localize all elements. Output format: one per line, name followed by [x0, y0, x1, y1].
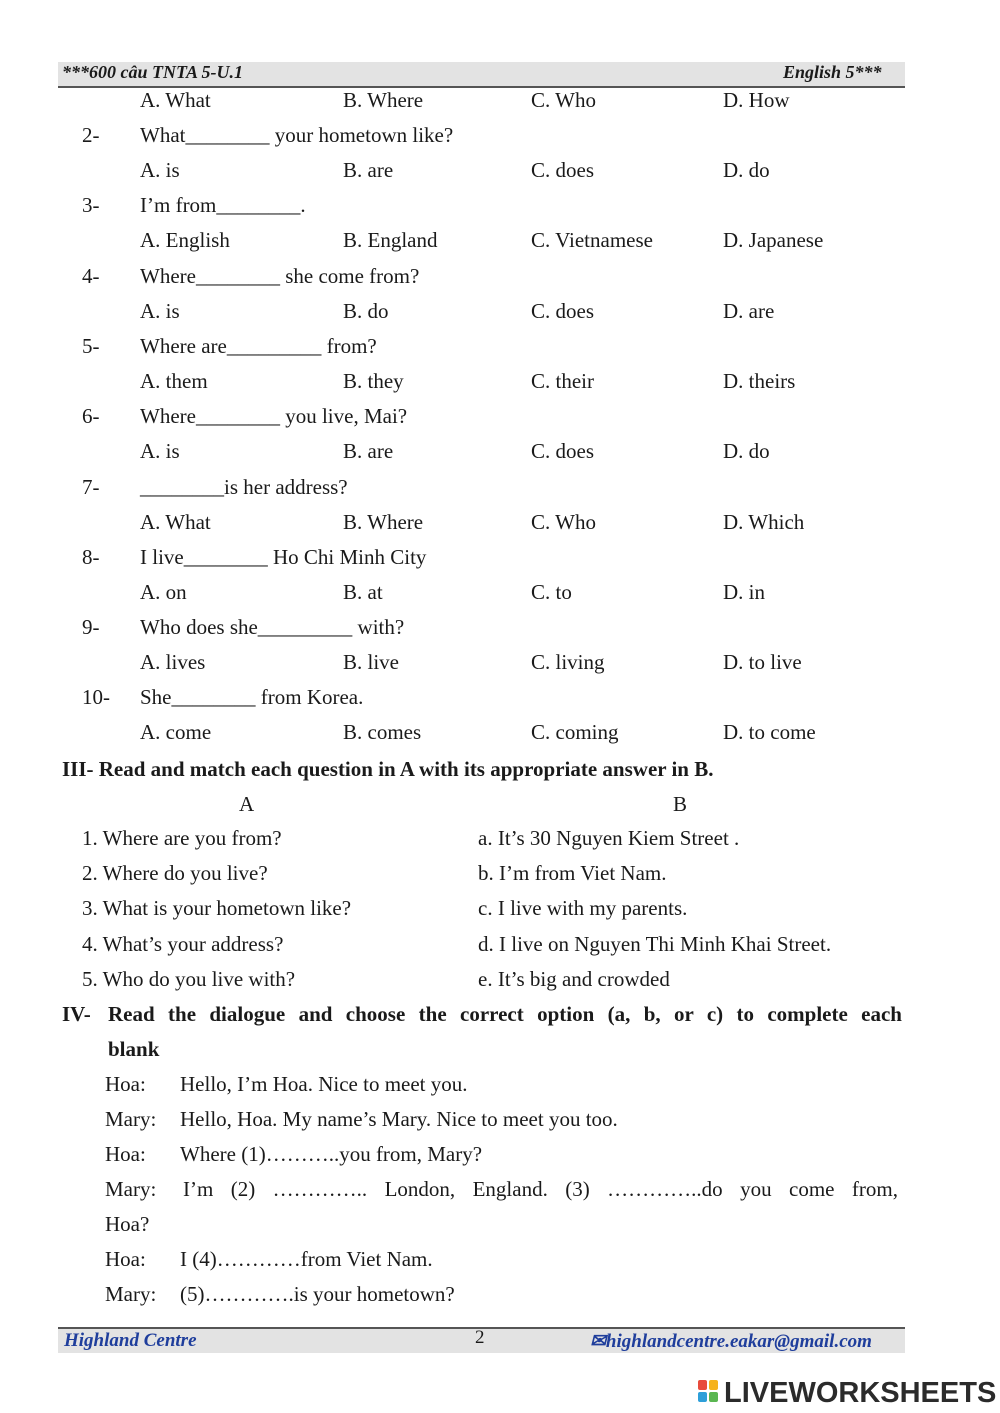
dialogue-speaker: Hoa: — [105, 1142, 146, 1166]
section-3-title: III- Read and match each question in A with its appropriate answer in B. — [62, 757, 714, 781]
option: A. What — [140, 88, 211, 112]
dialogue-speaker: Mary: — [105, 1282, 157, 1306]
dialogue-speaker: Hoa: — [105, 1072, 146, 1096]
header-left-title: ***600 câu TNTA 5-U.1 — [62, 62, 244, 82]
match-answer: e. It’s big and crowded — [478, 967, 670, 991]
dialogue-line: (5)………….is your hometown? — [180, 1282, 455, 1306]
footer-email[interactable]: highlandcentre.eakar@gmail.com — [605, 1331, 872, 1352]
option: B. at — [343, 580, 383, 604]
option: D. theirs — [723, 369, 796, 393]
question-number: 4- — [82, 264, 100, 288]
column-b-heading: B — [673, 792, 688, 816]
match-answer: b. I’m from Viet Nam. — [478, 861, 667, 885]
option: D. Which — [723, 510, 805, 534]
page-number: 2 — [475, 1327, 485, 1348]
section-4-label: IV- — [62, 1002, 91, 1026]
question-text: Where________ she come from? — [140, 264, 420, 288]
question-number: 3- — [82, 193, 100, 217]
match-answer: c. I live with my parents. — [478, 896, 688, 920]
question-text: Where________ you live, Mai? — [140, 404, 408, 428]
option: B. are — [343, 439, 394, 463]
match-question: 2. Where do you live? — [82, 861, 268, 885]
option: C. their — [531, 369, 594, 393]
footer-centre-name: Highland Centre — [64, 1330, 197, 1351]
match-question: 3. What is your hometown like? — [82, 896, 352, 920]
option: C. does — [531, 299, 594, 323]
option: D. to live — [723, 650, 802, 674]
option: B. Where — [343, 88, 424, 112]
option: B. they — [343, 369, 404, 393]
option: B. are — [343, 158, 394, 182]
section-4-title-continued: blank — [108, 1037, 160, 1061]
question-text: Where are_________ from? — [140, 334, 377, 358]
option: C. Vietnamese — [531, 228, 653, 252]
question-text: She________ from Korea. — [140, 685, 364, 709]
question-number: 5- — [82, 334, 100, 358]
dialogue-speaker: Mary: — [105, 1107, 157, 1131]
question-number: 9- — [82, 615, 100, 639]
option: D. do — [723, 158, 770, 182]
option: D. in — [723, 580, 765, 604]
dialogue-line: Hello, Hoa. My name’s Mary. Nice to meet you too. — [180, 1107, 618, 1131]
option: C. coming — [531, 720, 619, 744]
option: D. are — [723, 299, 775, 323]
option: C. does — [531, 158, 594, 182]
dialogue-line: Where (1)………..you from, Mary? — [180, 1142, 483, 1166]
option: D. Japanese — [723, 228, 824, 252]
header-right-title: English 5*** — [783, 62, 882, 82]
option: C. does — [531, 439, 594, 463]
question-text: What________ your hometown like? — [140, 123, 454, 147]
option: D. do — [723, 439, 770, 463]
dialogue-line: I (4)…………from Viet Nam. — [180, 1247, 433, 1271]
dialogue-line-continued: Hoa? — [105, 1212, 150, 1236]
question-number: 7- — [82, 475, 100, 499]
option: C. Who — [531, 88, 596, 112]
option: A. is — [140, 299, 180, 323]
option: A. What — [140, 510, 211, 534]
option: B. do — [343, 299, 389, 323]
option: A. them — [140, 369, 208, 393]
option: A. come — [140, 720, 212, 744]
question-number: 10- — [82, 685, 110, 709]
match-answer: a. It’s 30 Nguyen Kiem Street . — [478, 826, 740, 850]
option: B. Where — [343, 510, 424, 534]
option: D. to come — [723, 720, 816, 744]
column-a-heading: A — [239, 792, 255, 816]
option: D. How — [723, 88, 790, 112]
option: B. England — [343, 228, 438, 252]
option: A. is — [140, 158, 180, 182]
mail-icon: ✉ — [590, 1331, 606, 1352]
question-text: Who does she_________ with? — [140, 615, 405, 639]
match-question: 1. Where are you from? — [82, 826, 282, 850]
section-4-title: Read the dialogue and choose the correct option (a, b, or c) to complete each — [108, 1002, 902, 1026]
option: A. is — [140, 439, 180, 463]
question-number: 8- — [82, 545, 100, 569]
option: C. living — [531, 650, 605, 674]
match-answer: d. I live on Nguyen Thi Minh Khai Street. — [478, 932, 832, 956]
question-text: I live________ Ho Chi Minh City — [140, 545, 427, 569]
option: B. live — [343, 650, 399, 674]
question-number: 6- — [82, 404, 100, 428]
match-question: 4. What’s your address? — [82, 932, 284, 956]
liveworksheets-logo — [698, 1377, 997, 1409]
option: A. English — [140, 228, 230, 252]
dialogue-line: I’m (2) ………….. London, England. (3) …………..do you come from, — [183, 1177, 898, 1201]
match-question: 5. Who do you live with? — [82, 967, 296, 991]
logo-grid-icon — [698, 1380, 720, 1404]
dialogue-line: Hello, I’m Hoa. Nice to meet you. — [180, 1072, 468, 1096]
question-text: I’m from________. — [140, 193, 306, 217]
dialogue-speaker: Hoa: — [105, 1247, 146, 1271]
logo-text: LIVEWORKSHEETS — [724, 1377, 997, 1409]
option: C. Who — [531, 510, 596, 534]
option: C. to — [531, 580, 572, 604]
question-number: 2- — [82, 123, 100, 147]
option: B. comes — [343, 720, 422, 744]
dialogue-speaker: Mary: — [105, 1177, 157, 1201]
option: A. on — [140, 580, 187, 604]
option: A. lives — [140, 650, 206, 674]
question-text: ________is her address? — [140, 475, 348, 499]
